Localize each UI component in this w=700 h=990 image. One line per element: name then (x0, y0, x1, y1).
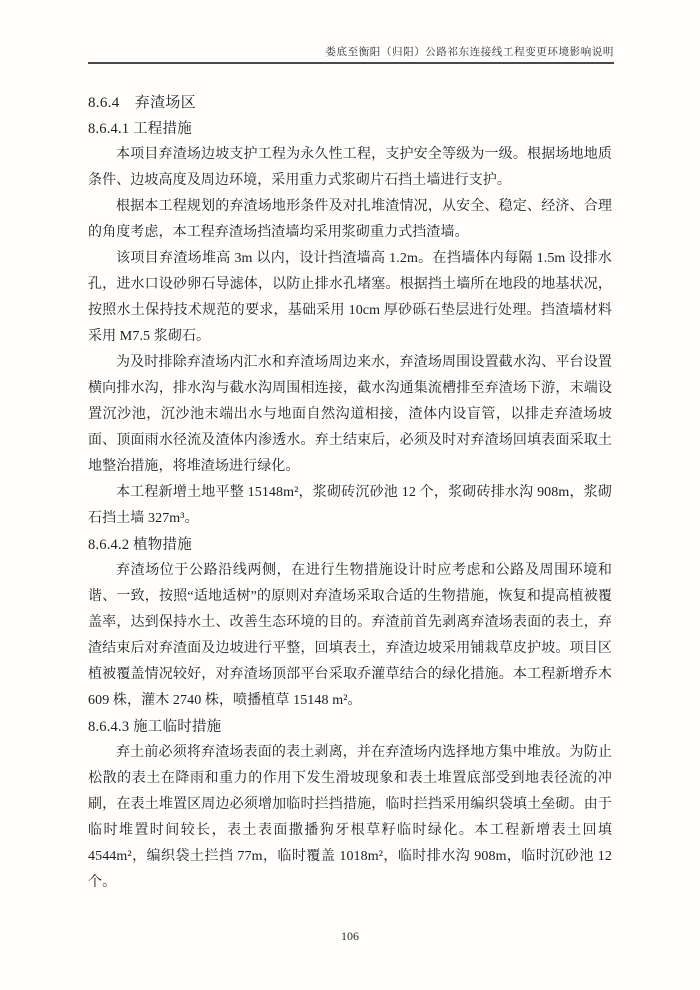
section-heading-8-6-4: 8.6.4 弃渣场区 (88, 95, 197, 111)
body-paragraph: 本工程新增土地平整 15148m²，浆砌砖沉砂池 12 个，浆砌砖排水沟 908m，浆砌石挡土墙 327m³。 (88, 485, 612, 526)
page-number: 106 (341, 929, 359, 943)
body-paragraph: 根据本工程规划的弃渣场地形条件及对扎堆渣情况，从安全、稳定、经济、合理的角度考虑，本工程弃渣场挡渣墙均采用浆砌重力式挡渣墙。 (88, 199, 612, 240)
document-body (88, 90, 612, 896)
subsection-heading-8-6-4-1: 8.6.4.1 工程措施 (88, 121, 192, 137)
body-paragraph: 弃土前必须将弃渣场表面的表土剥离，并在弃渣场内选择地方集中堆放。为防止松散的表土在降雨和重力的作用下发生滑坡现象和表土堆置底部受到地表径流的冲刷，在表土堆置区周边必须增加临时拦挡措施，临时拦挡采用编织袋填土垒砌。由于临时堆置时间较长，表土表面撒播狗牙根草籽临时绿化。本工程新增表土回填 4544m²，编织袋土拦挡 77m，临时覆盖 1018m²，临时排水沟 908m，临时沉砂池 12 个。 (88, 745, 612, 890)
subsection-heading-8-6-4-3: 8.6.4.3 施工临时措施 (88, 719, 222, 735)
body-paragraph: 弃渣场位于公路沿线两侧，在进行生物措施设计时应考虑和公路及周围环境和谐、一致，按照“适地适树”的原则对弃渣场采取合适的生物措施，恢复和提高植被覆盖率，达到保持水土、改善生态环境的目的。弃渣前首先剥离弃渣场表面的表土，弃渣结束后对弃渣面及边坡进行平整，回填表土，弃渣边坡采用铺栽草皮护坡。项目区植被覆盖情况较好，对弃渣场顶部平台采取乔灌草结合的绿化措施。本工程新增乔木 609 株，灌木 2740 株，喷播植草 15148 m²。 (88, 563, 612, 708)
running-header-title: 娄底至衡阳（归阳）公路祁东连接线工程变更环境影响说明 (325, 47, 614, 58)
subsection-heading-8-6-4-2: 8.6.4.2 植物措施 (88, 537, 192, 553)
body-paragraph: 为及时排除弃渣场内汇水和弃渣场周边来水，弃渣场周围设置截水沟、平台设置横向排水沟，排水沟与截水沟周围相连接，截水沟通集流槽排至弃渣场下游，末端设置沉沙池，沉沙池末端出水与地面自然沟道相接，渣体内设盲管，以排走弃渣场坡面、顶面雨水径流及渣体内渗透水。弃土结束后，必须及时对弃渣场回填表面采取土地整治措施，将堆渣场进行绿化。 (88, 355, 612, 474)
body-paragraph: 本项目弃渣场边坡支护工程为永久性工程，支护安全等级为一级。根据场地地质条件、边坡高度及周边环境，采用重力式浆砌片石挡土墙进行支护。 (88, 147, 612, 188)
header-rule (88, 62, 614, 64)
body-paragraph: 该项目弃渣场堆高 3m 以内，设计挡渣墙高 1.2m。在挡墙体内每隔 1.5m 设排水孔，进水口设砂卵石导滤体，以防止排水孔堵塞。根据挡土墙所在地段的地基状况，按照水土保持技术规范的要求，基础采用 10cm 厚砂砾石垫层进行处理。挡渣墙材料采用 M7.5 浆砌石。 (88, 251, 612, 344)
